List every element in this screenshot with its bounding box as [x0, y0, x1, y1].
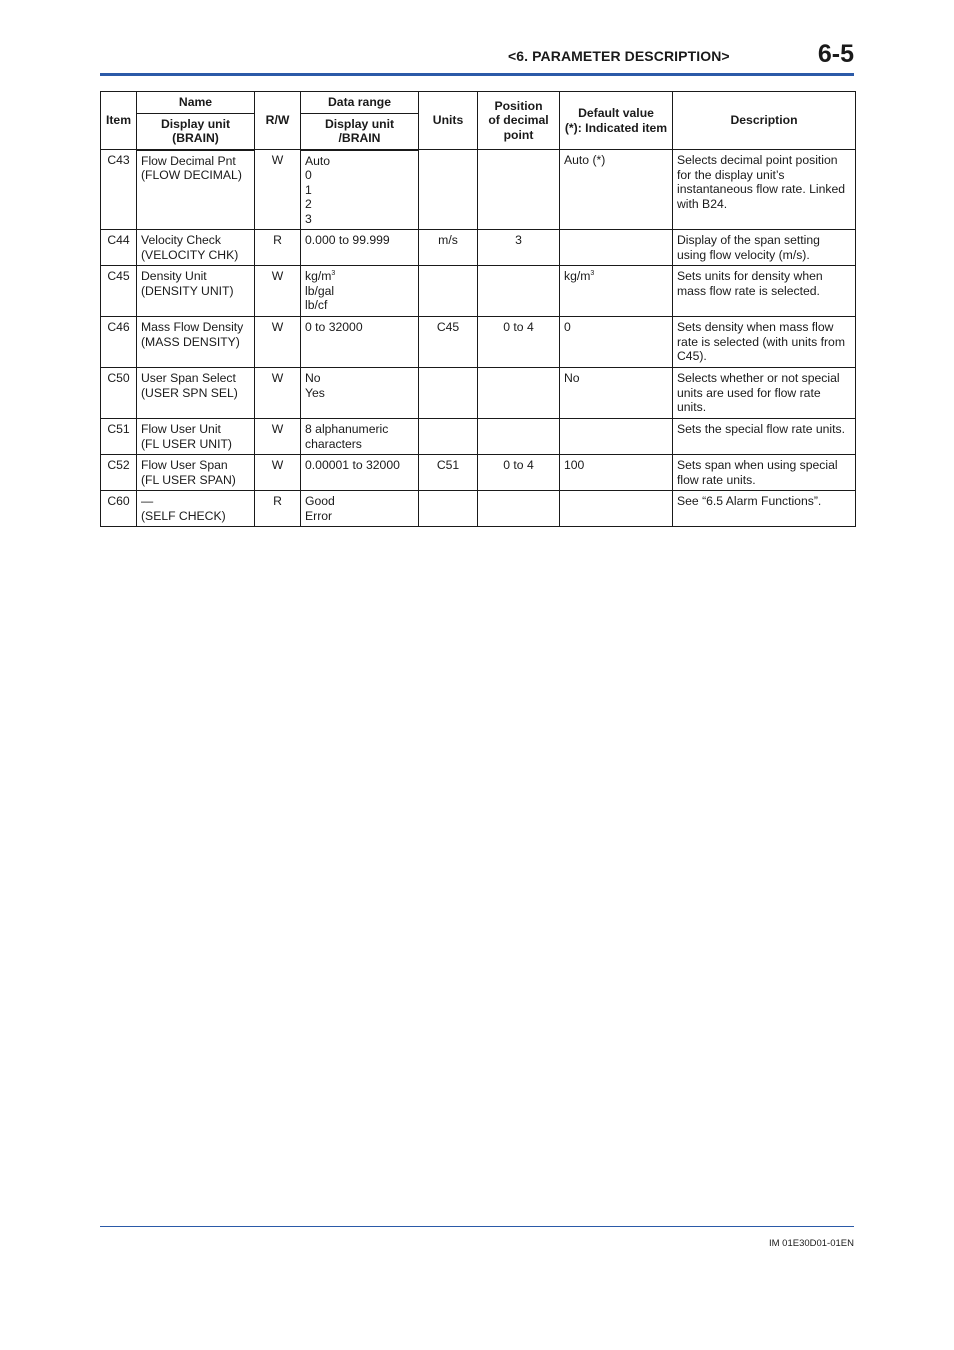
description: Sets span when using special flow rate units. [673, 455, 856, 491]
parameter-name: Density Unit (DENSITY UNIT) [137, 266, 255, 317]
rw-mode: W [255, 455, 301, 491]
units [419, 368, 478, 419]
units: C51 [419, 455, 478, 491]
description: Sets the special flow rate units. [673, 419, 856, 455]
column-header-item: Item [101, 92, 137, 150]
table-row [101, 368, 856, 419]
description: Selects decimal point position for the display unit’s instantaneous flow rate. Linked with B24. [673, 150, 856, 230]
item-code: C52 [101, 455, 137, 491]
decimal-position: 0 to 4 [478, 455, 560, 491]
column-subheader-name-display: Display unit (BRAIN) [137, 114, 255, 150]
rw-mode: W [255, 419, 301, 455]
data-range [301, 266, 419, 317]
data-range: 8 alphanumeric characters [301, 419, 419, 455]
item-code: C51 [101, 419, 137, 455]
default-value [560, 419, 673, 455]
item-code: C60 [101, 491, 137, 527]
default-unit-exponent: 3 [590, 270, 595, 277]
parameter-table [100, 91, 856, 527]
data-range: 0 to 32000 [301, 317, 419, 368]
rw-mode: R [255, 230, 301, 266]
table-row [101, 150, 856, 230]
table-row [101, 317, 856, 368]
column-header-description: Description [673, 92, 856, 150]
decimal-position [478, 368, 560, 419]
header-divider [100, 73, 854, 76]
default-value: 100 [560, 455, 673, 491]
parameter-name: — (SELF CHECK) [137, 491, 255, 527]
description: Sets units for density when mass flow rate is selected. [673, 266, 856, 317]
table-row [101, 455, 856, 491]
parameter-name: Flow User Unit (FL USER UNIT) [137, 419, 255, 455]
rw-mode: W [255, 150, 301, 230]
table-row [101, 491, 856, 527]
description: Display of the span setting using flow velocity (m/s). [673, 230, 856, 266]
range-unit-exponent: 3 [331, 270, 336, 277]
description: Selects whether or not special units are used for flow rate units. [673, 368, 856, 419]
table-row [101, 230, 856, 266]
decimal-position [478, 266, 560, 317]
decimal-position: 0 to 4 [478, 317, 560, 368]
table-row [101, 266, 856, 317]
default-value [560, 230, 673, 266]
document-id: IM 01E30D01-01EN [768, 1238, 854, 1249]
decimal-position: 3 [478, 230, 560, 266]
item-code: C50 [101, 368, 137, 419]
data-range: 0.000 to 99.999 [301, 230, 419, 266]
column-header-units: Units [419, 92, 478, 150]
units [419, 491, 478, 527]
parameter-name: Velocity Check (VELOCITY CHK) [137, 230, 255, 266]
footer-divider [100, 1226, 854, 1227]
item-code: C46 [101, 317, 137, 368]
units: C45 [419, 317, 478, 368]
decimal-position [478, 150, 560, 230]
description: Sets density when mass flow rate is selected (with units from C45). [673, 317, 856, 368]
description: See “6.5 Alarm Functions”. [673, 491, 856, 527]
rw-mode: W [255, 368, 301, 419]
rw-mode: W [255, 317, 301, 368]
table-row [101, 419, 856, 455]
default-value: No [560, 368, 673, 419]
column-subheader-range-display: Display unit /BRAIN [301, 114, 419, 150]
item-code: C43 [101, 150, 137, 230]
units [419, 266, 478, 317]
parameter-name: Flow User Span (FL USER SPAN) [137, 455, 255, 491]
decimal-position [478, 419, 560, 455]
units [419, 150, 478, 230]
units [419, 419, 478, 455]
item-code: C44 [101, 230, 137, 266]
decimal-position [478, 491, 560, 527]
default-value: 0 [560, 317, 673, 368]
default-value [560, 491, 673, 527]
data-range: 0.00001 to 32000 [301, 455, 419, 491]
parameter-name: Mass Flow Density (MASS DENSITY) [137, 317, 255, 368]
rw-mode: R [255, 491, 301, 527]
item-code: C45 [101, 266, 137, 317]
data-range: Good Error [301, 491, 419, 527]
default-value [560, 266, 673, 317]
data-range: Auto 0 1 2 3 [301, 150, 419, 230]
column-header-data-range: Data range [301, 92, 419, 114]
parameter-name: Flow Decimal Pnt (FLOW DECIMAL) [137, 150, 255, 230]
column-header-name: Name [137, 92, 255, 114]
units: m/s [419, 230, 478, 266]
default-value: Auto (*) [560, 150, 673, 230]
range-unit-base: kg/m [305, 269, 332, 283]
parameter-name: User Span Select (USER SPN SEL) [137, 368, 255, 419]
page-number: 6-5 [817, 40, 854, 68]
section-title: <6. PARAMETER DESCRIPTION> [508, 48, 730, 64]
rw-mode: W [255, 266, 301, 317]
column-header-rw: R/W [255, 92, 301, 150]
default-unit-base: kg/m [564, 269, 591, 283]
data-range: No Yes [301, 368, 419, 419]
column-header-default-value: Default value (*): Indicated item [560, 92, 673, 150]
column-header-decimal-point: Position of decimal point [478, 92, 560, 150]
range-other-units: lb/gal lb/cf [305, 283, 335, 312]
